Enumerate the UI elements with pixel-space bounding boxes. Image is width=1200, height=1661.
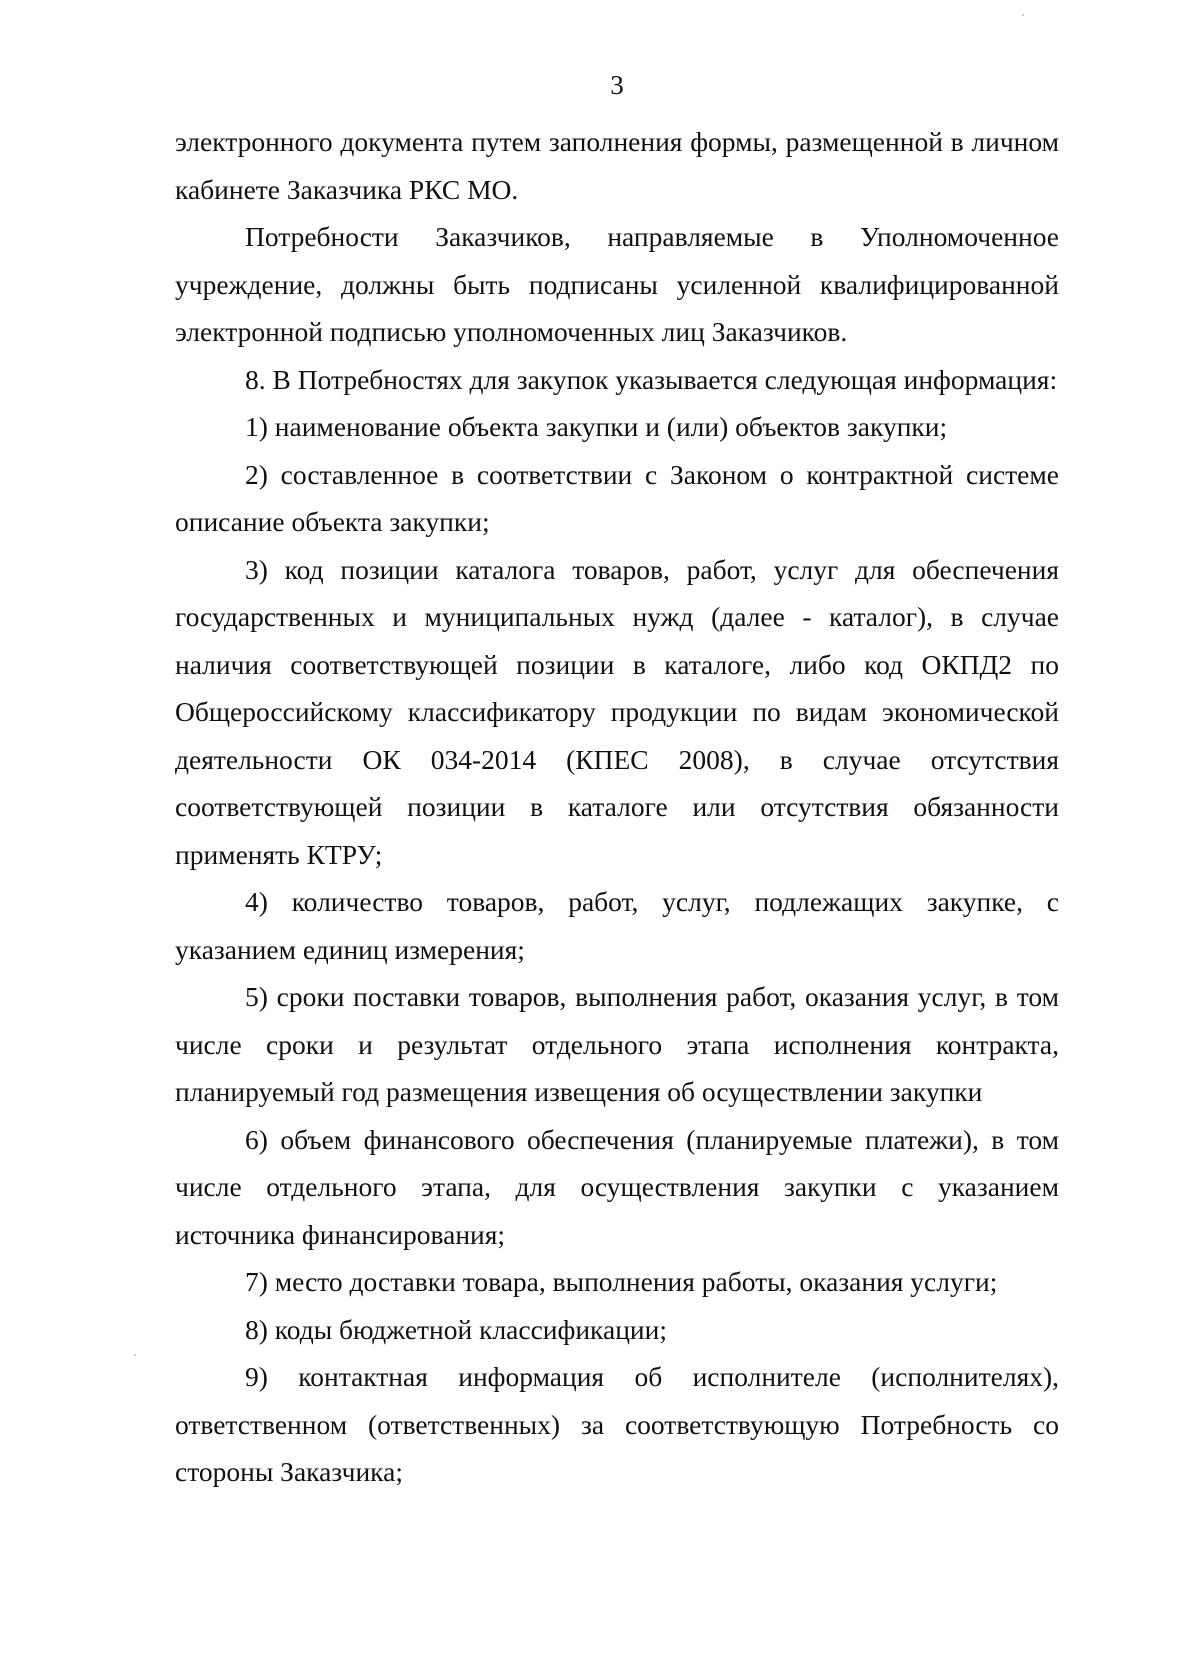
list-item-7: 7) место доставки товара, выполнения работы, оказания услуги; [245,1266,998,1297]
list-item-9: 9) контактная информация об исполнителе (исполнителях), ответственном (ответственных) за соответствующую Потребность со стороны Заказчика; [175,1361,1059,1487]
paragraph-customer-needs-signature: Потребности Заказчиков, направляемые в Уполномоченное учреждение, должны быть подписаны усиленной квалифицированной электронной подписью уполномоченных лиц Заказчиков. [175,221,1059,347]
list-item-8: 8) коды бюджетной классификации; [245,1313,667,1345]
list-item-6: 6) объем финансового обеспечения (планируемые платежи), в том числе отдельного этапа, для осуществления закупки с указанием источника финансирования; [175,1123,1059,1250]
page-number: 3 [610,70,624,100]
list-item-1: 1) наименование объекта закупки и (или) объектов закупки; [245,411,948,442]
list-item-5: 5) сроки поставки товаров, выполнения работ, оказания услуг, в том числе сроки и результат отдельного этапа исполнения контракта, планируемый год размещения извещения об осуществлении закупки [175,981,1059,1107]
list-item-2: 2) составленное в соответствии с Законом о контрактной системе описание объекта закупки; [175,458,1059,537]
scan-artifact [1022,14,1024,16]
scan-artifact [134,1354,136,1356]
list-item-4: 4) количество товаров, работ, услуг, подлежащих закупке, с указанием единиц измерения; [175,886,1059,965]
paragraph-clause-8: 8. В Потребностях для закупок указывается следующая информация: [245,363,1058,395]
paragraph-continuation: электронного документа путем заполнения формы, размещенной в личном кабинете Заказчика РКС МО. [175,126,1059,205]
document-body [175,118,1059,1496]
list-item-3: 3) код позиции каталога товаров, работ, услуг для обеспечения государственных и муниципальных нужд (далее - каталог), в случае наличия соответствующей позиции в каталоге, либо код ОКПД2 по Общероссийскому классификатору продукции по видам экономической деятельности ОК 034-2014 (КПЕС 2008), в случае отсутствия соответствующей позиции в каталоге или отсутствия обязанности применять КТРУ; [175,553,1059,870]
